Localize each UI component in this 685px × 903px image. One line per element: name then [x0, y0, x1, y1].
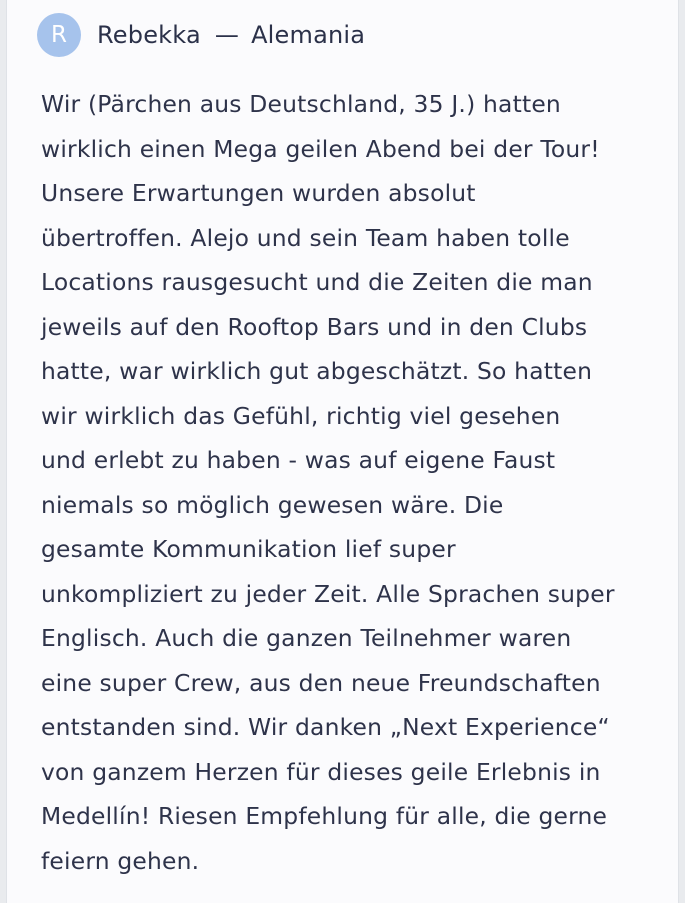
review-line: jeweils auf den Rooftop Bars und in den Clubs — [41, 312, 588, 341]
reviewer-line — [97, 21, 365, 49]
review-header — [37, 13, 365, 57]
review-line: Wir (Pärchen aus Deutschland, 35 J.) hatten — [41, 90, 561, 118]
review-line: übertroffen. Alejo und sein Team haben tolle — [41, 223, 570, 252]
reviewer-country: Alemania — [251, 21, 366, 49]
reviewer-name: Rebekka — [97, 21, 201, 49]
separator: — — [214, 21, 240, 49]
review-line: und erlebt zu haben - was auf eigene Faust — [41, 446, 556, 474]
review-line: Locations rausgesucht und die Zeiten die man — [41, 268, 593, 296]
review-line: unkompliziert zu jeder Zeit. Alle Sprachen super — [41, 579, 615, 608]
review-line: niemals so möglich gewesen wäre. Die — [41, 490, 504, 519]
review-line: wir wirklich das Gefühl, richtig viel gesehen — [41, 401, 561, 430]
review-line: Unsere Erwartungen wurden absolut — [41, 179, 476, 207]
review-line: gesamte Kommunikation lief super — [41, 535, 456, 563]
review-text — [41, 82, 677, 883]
review-line: feiern gehen. — [41, 846, 200, 875]
review-line: Medellín! Riesen Empfehlung für alle, die gerne — [41, 802, 608, 830]
review-line: hatte, war wirklich gut abgeschätzt. So hatten — [41, 357, 593, 385]
review-line: Englisch. Auch die ganzen Teilnehmer waren — [41, 624, 572, 652]
review-line: eine super Crew, aus den neue Freundschaften — [41, 668, 601, 697]
review-card — [6, 0, 679, 903]
review-line: von ganzem Herzen für dieses geile Erlebnis in — [41, 757, 601, 786]
avatar: R — [37, 13, 81, 57]
review-line: wirklich einen Mega geilen Abend bei der Tour! — [41, 134, 600, 163]
review-line: entstanden sind. Wir danken „Next Experience“ — [41, 713, 610, 741]
